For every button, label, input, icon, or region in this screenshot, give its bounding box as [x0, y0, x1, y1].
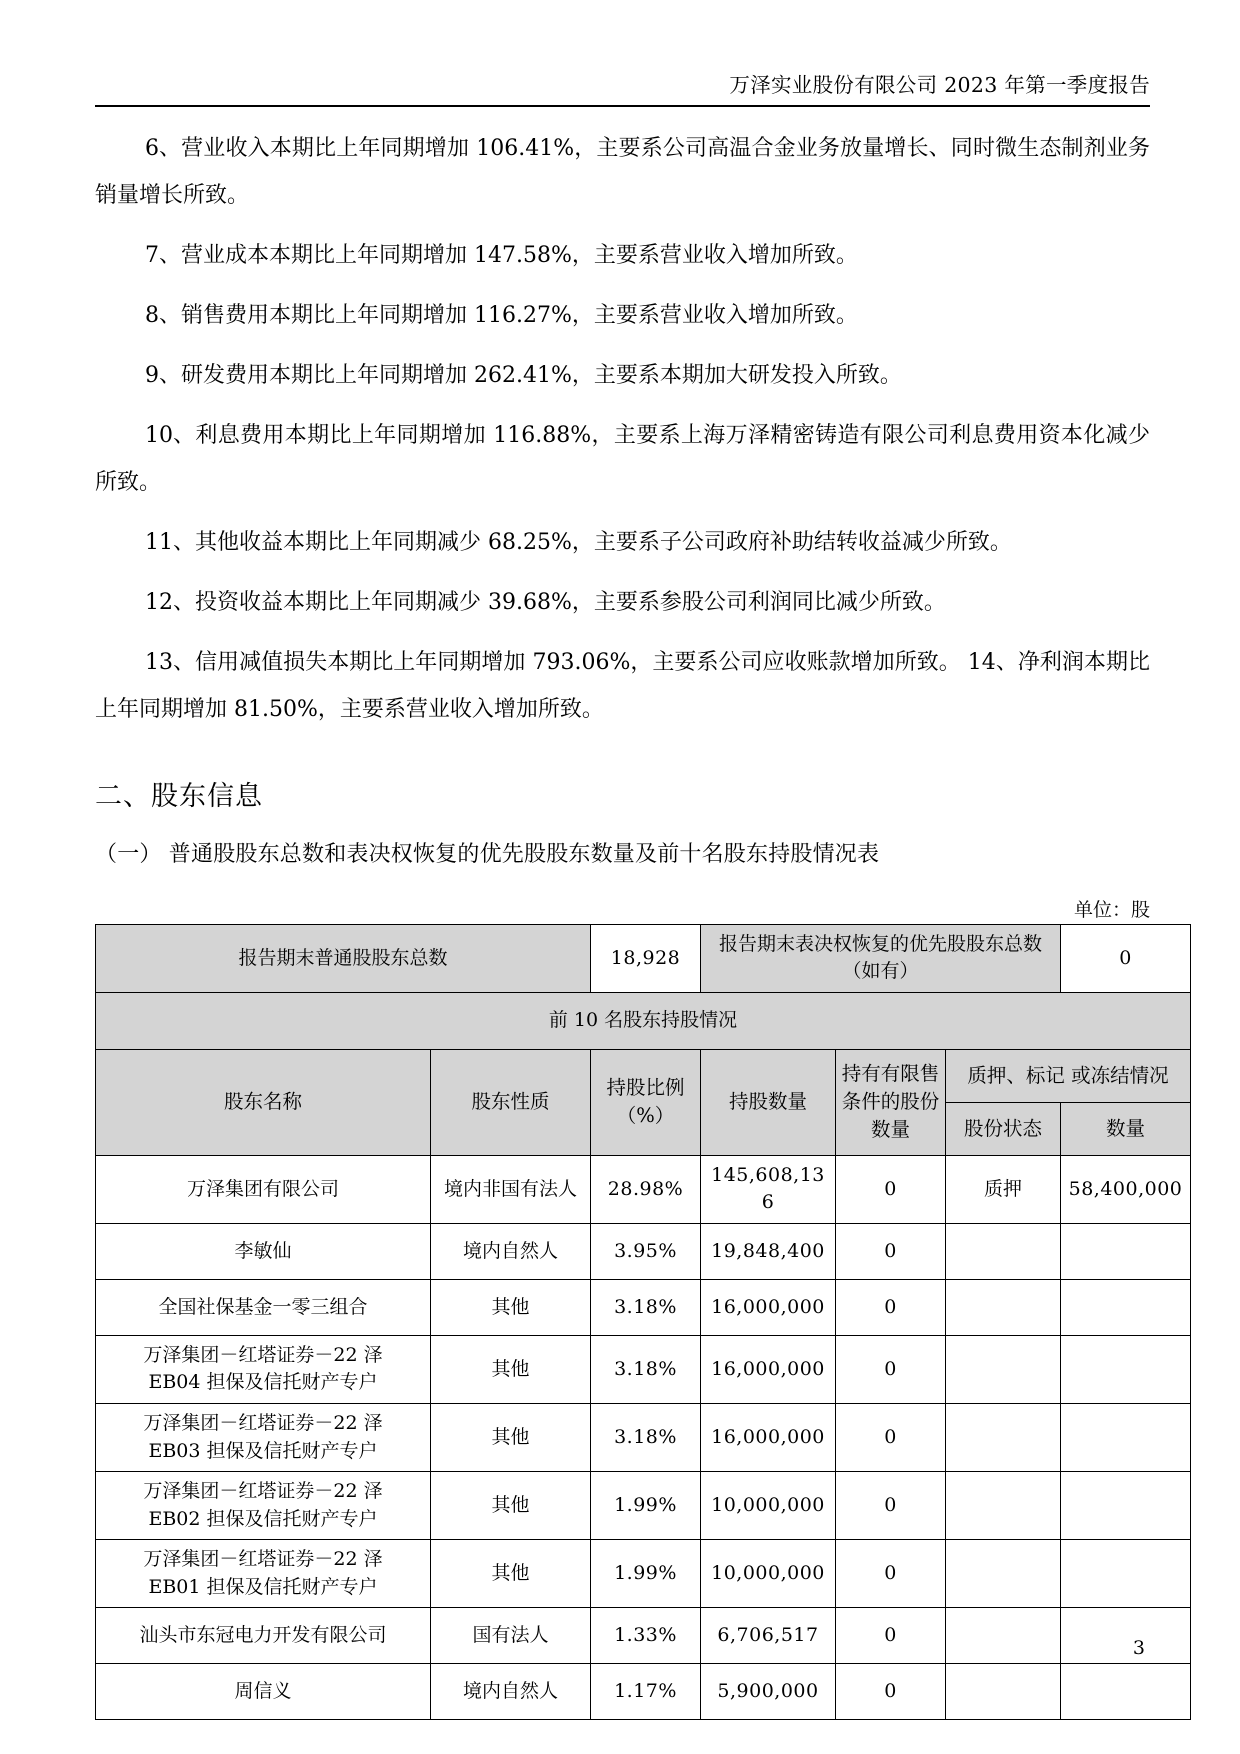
- cell-share-status: 质押: [946, 1155, 1061, 1223]
- paragraph-11-text: 其他收益本期比上年同期减少 68.25%，主要系子公司政府补助结转收益减少所致。: [195, 530, 1012, 555]
- paragraph-6-number: 6、: [145, 136, 181, 161]
- paragraph-10-text: 利息费用本期比上年同期增加 116.88%，主要系上海万泽精密铸造有限公司利息费用资本化减少所致。: [95, 423, 1150, 495]
- cell-holding-ratio: 28.98%: [591, 1155, 701, 1223]
- paragraph-9: [95, 352, 1150, 399]
- cell-shareholder-name-line1: 万泽集团－红塔证券－22 泽: [143, 1343, 383, 1366]
- header-divider: [95, 105, 1150, 107]
- preferred-holders-label: [701, 924, 1061, 992]
- header-restricted-shares-line3: 数量: [871, 1118, 911, 1142]
- table-row: [96, 1223, 1191, 1279]
- report-title: 万泽实业股份有限公司 2023 年第一季度报告: [729, 73, 1150, 97]
- cell-pledge-quantity: [1061, 1540, 1191, 1608]
- cell-shareholder-name: 周信义: [96, 1664, 431, 1720]
- paragraph-10: [95, 412, 1150, 506]
- ordinary-holders-value: 18,928: [591, 924, 701, 992]
- header-pledge-quantity: 数量: [1061, 1102, 1191, 1155]
- cell-shareholder-name: 全国社保基金一零三组合: [96, 1279, 431, 1335]
- cell-share-status: [946, 1664, 1061, 1720]
- table-row: [96, 1540, 1191, 1608]
- preferred-holders-value: 0: [1061, 924, 1191, 992]
- cell-holding-ratio: 3.18%: [591, 1335, 701, 1403]
- cell-share-status: [946, 1279, 1061, 1335]
- cell-shareholder-name-line1: 万泽集团－红塔证券－22 泽: [143, 1412, 383, 1435]
- cell-share-status: [946, 1608, 1061, 1664]
- cell-holding-amount: 10,000,000: [701, 1472, 836, 1540]
- paragraph-13-number: 13、: [145, 650, 195, 675]
- cell-restricted-shares: 0: [836, 1155, 946, 1223]
- cell-holding-ratio: 1.33%: [591, 1608, 701, 1664]
- cell-restricted-shares: 0: [836, 1608, 946, 1664]
- table-row: [96, 1664, 1191, 1720]
- paragraph-8-text: 销售费用本期比上年同期增加 116.27%，主要系营业收入增加所致。: [181, 303, 858, 328]
- paragraph-9-number: 9、: [145, 363, 181, 388]
- cell-shareholder-name: 汕头市东冠电力开发有限公司: [96, 1608, 431, 1664]
- paragraph-11-number: 11、: [145, 530, 195, 555]
- unit-label: 单位：股: [1073, 899, 1150, 922]
- cell-shareholder-nature: 其他: [431, 1335, 591, 1403]
- cell-pledge-quantity: [1061, 1404, 1191, 1472]
- cell-shareholder-name: [96, 1540, 431, 1608]
- paragraph-9-text: 研发费用本期比上年同期增加 262.41%，主要系本期加大研发投入所致。: [181, 363, 902, 388]
- header-share-status: 股份状态: [946, 1102, 1061, 1155]
- cell-share-status: [946, 1540, 1061, 1608]
- paragraph-8: [95, 292, 1150, 339]
- cell-shareholder-name-line1: 万泽集团－红塔证券－22 泽: [143, 1548, 383, 1571]
- table-header-row-1: [96, 1049, 1191, 1102]
- cell-holding-amount: 16,000,000: [701, 1404, 836, 1472]
- cell-pledge-quantity: [1061, 1664, 1191, 1720]
- ordinary-holders-label: 报告期末普通股股东总数: [96, 924, 591, 992]
- cell-shareholder-nature: 境内自然人: [431, 1223, 591, 1279]
- cell-shareholder-name-line2: EB04 担保及信托财产专户: [148, 1371, 378, 1394]
- cell-pledge-quantity: 58,400,000: [1061, 1155, 1191, 1223]
- page-number: 3: [1132, 1637, 1145, 1659]
- paragraph-7-number: 7、: [145, 243, 181, 268]
- cell-pledge-quantity: [1061, 1223, 1191, 1279]
- top10-banner: 前 10 名股东持股情况: [96, 992, 1191, 1049]
- cell-shareholder-name: [96, 1404, 431, 1472]
- paragraph-11: [95, 519, 1150, 566]
- paragraph-10-number: 10、: [145, 423, 195, 448]
- header-shareholder-name: 股东名称: [96, 1049, 431, 1155]
- cell-pledge-quantity: [1061, 1608, 1191, 1664]
- cell-holding-ratio: 1.99%: [591, 1540, 701, 1608]
- cell-shareholder-name: [96, 1472, 431, 1540]
- cell-shareholder-nature: 其他: [431, 1404, 591, 1472]
- page-content: [95, 125, 1183, 1720]
- cell-shareholder-nature: 国有法人: [431, 1608, 591, 1664]
- cell-shareholder-name-line2: EB01 担保及信托财产专户: [148, 1575, 378, 1598]
- cell-pledge-quantity: [1061, 1335, 1191, 1403]
- header-shareholder-nature: 股东性质: [431, 1049, 591, 1155]
- cell-shareholder-name-line1: 万泽集团－红塔证券－22 泽: [143, 1480, 383, 1503]
- cell-holding-amount: 16,000,000: [701, 1279, 836, 1335]
- top10-banner-row: [96, 992, 1191, 1049]
- cell-holding-amount: 16,000,000: [701, 1335, 836, 1403]
- cell-holding-ratio: 3.18%: [591, 1279, 701, 1335]
- paragraph-6: [95, 125, 1150, 219]
- cell-holding-ratio: 3.18%: [591, 1404, 701, 1472]
- paragraph-7-text: 营业成本本期比上年同期增加 147.58%，主要系营业收入增加所致。: [181, 243, 858, 268]
- table-row: [96, 1335, 1191, 1403]
- table-row: [96, 1279, 1191, 1335]
- paragraph-12-number: 12、: [145, 590, 195, 615]
- paragraph-7: [95, 232, 1150, 279]
- cell-restricted-shares: 0: [836, 1279, 946, 1335]
- cell-holding-amount: 5,900,000: [701, 1664, 836, 1720]
- cell-shareholder-name: [96, 1335, 431, 1403]
- header-holding-amount: 持股数量: [701, 1049, 836, 1155]
- cell-holding-amount: 10,000,000: [701, 1540, 836, 1608]
- paragraph-12-text: 投资收益本期比上年同期减少 39.68%，主要系参股公司利润同比减少所致。: [195, 590, 946, 615]
- paragraph-6-text: 营业收入本期比上年同期增加 106.41%，主要系公司高温合金业务放量增长、同时微生态制剂业务销量增长所致。: [95, 136, 1150, 208]
- cell-pledge-quantity: [1061, 1472, 1191, 1540]
- cell-restricted-shares: 0: [836, 1472, 946, 1540]
- cell-holding-ratio: 3.95%: [591, 1223, 701, 1279]
- cell-shareholder-name: 万泽集团有限公司: [96, 1155, 431, 1223]
- cell-share-status: [946, 1223, 1061, 1279]
- paragraph-8-number: 8、: [145, 303, 181, 328]
- cell-restricted-shares: 0: [836, 1404, 946, 1472]
- cell-holding-ratio: 1.99%: [591, 1472, 701, 1540]
- cell-holding-ratio: 1.17%: [591, 1664, 701, 1720]
- section-heading-shareholder-info: 二、股东信息: [95, 781, 263, 812]
- cell-shareholder-nature: 境内自然人: [431, 1664, 591, 1720]
- preferred-holders-label-line2: （如有）: [842, 960, 919, 983]
- cell-restricted-shares: 0: [836, 1540, 946, 1608]
- cell-restricted-shares: 0: [836, 1223, 946, 1279]
- cell-shareholder-nature: 其他: [431, 1279, 591, 1335]
- table-row: [96, 1155, 1191, 1223]
- header-restricted-shares-line2: 条件的股份: [841, 1090, 940, 1114]
- table-row: [96, 1472, 1191, 1540]
- cell-restricted-shares: 0: [836, 1664, 946, 1720]
- cell-pledge-quantity: [1061, 1279, 1191, 1335]
- preferred-holders-label-line1: 报告期末表决权恢复的优先股股东总数: [719, 932, 1043, 955]
- page-header: [95, 72, 1150, 107]
- paragraph-13-text: 信用减值损失本期比上年同期增加 793.06%，主要系公司应收账款增加所致。 14、净利润本期比上年同期增加 81.50%，主要系营业收入增加所致。: [95, 650, 1150, 722]
- cell-holding-amount: 145,608,136: [701, 1155, 836, 1223]
- cell-share-status: [946, 1335, 1061, 1403]
- header-pledge-group: 质押、标记 或冻结情况: [946, 1049, 1191, 1102]
- table-row: [96, 1404, 1191, 1472]
- top-shareholders-table: [95, 924, 1191, 1721]
- cell-shareholder-nature: 境内非国有法人: [431, 1155, 591, 1223]
- subsection-heading: （一） 普通股股东总数和表决权恢复的优先股股东数量及前十名股东持股情况表: [95, 842, 880, 868]
- header-holding-ratio-line1: 持股比例: [606, 1076, 685, 1100]
- header-holding-ratio-line2: （%）: [616, 1104, 675, 1128]
- header-holding-ratio: [591, 1049, 701, 1155]
- paragraph-12: [95, 579, 1150, 626]
- cell-share-status: [946, 1472, 1061, 1540]
- cell-shareholder-name: 李敏仙: [96, 1223, 431, 1279]
- cell-shareholder-nature: 其他: [431, 1472, 591, 1540]
- cell-shareholder-name-line2: EB03 担保及信托财产专户: [148, 1439, 378, 1462]
- summary-row: [96, 924, 1191, 992]
- cell-shareholder-name-line2: EB02 担保及信托财产专户: [148, 1507, 378, 1530]
- paragraph-13: [95, 639, 1150, 733]
- header-restricted-shares: [836, 1049, 946, 1155]
- cell-share-status: [946, 1404, 1061, 1472]
- table-row: [96, 1608, 1191, 1664]
- cell-holding-amount: 19,848,400: [701, 1223, 836, 1279]
- cell-shareholder-nature: 其他: [431, 1540, 591, 1608]
- header-restricted-shares-line1: 持有有限售: [841, 1061, 940, 1085]
- cell-holding-amount: 6,706,517: [701, 1608, 836, 1664]
- cell-restricted-shares: 0: [836, 1335, 946, 1403]
